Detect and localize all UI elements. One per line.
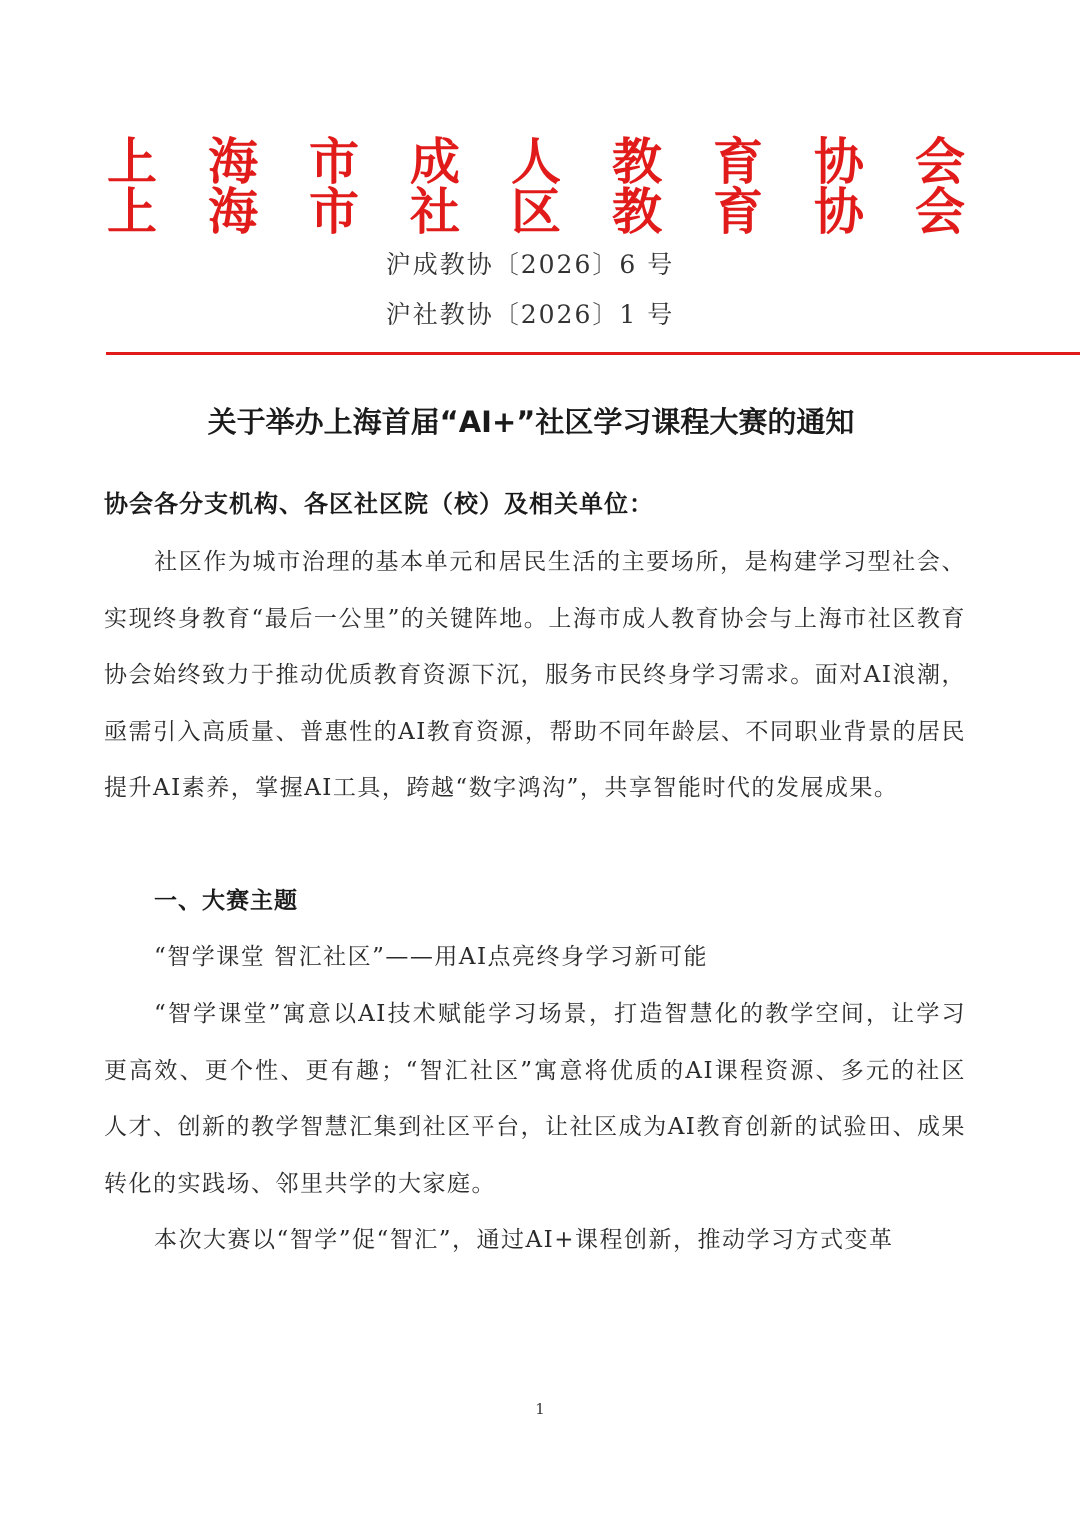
- org-name-char: 协: [814, 132, 864, 191]
- page-number: 1: [535, 1400, 545, 1418]
- body-paragraph-3: [104, 1212, 966, 1269]
- section-heading-1: 一、大赛主题: [154, 887, 298, 914]
- org-name-char: 上: [107, 182, 157, 241]
- org-name-char: 教: [612, 132, 662, 191]
- org-name-char: 成: [410, 132, 460, 191]
- document-number-2: 沪社教协〔2026〕1 号: [385, 300, 675, 329]
- org-name-char: 区: [511, 182, 561, 241]
- body-paragraph-3-text: 本次大赛以“智学”促“智汇”，通过AI+课程创新，推动学习方式变革: [154, 1227, 894, 1253]
- org-name-char: 海: [208, 182, 258, 241]
- org-name-char: 社: [410, 182, 460, 241]
- org-name-char: 会: [915, 132, 965, 191]
- org-name-char: 育: [713, 132, 763, 191]
- org-name-char: 海: [208, 132, 258, 191]
- org-name-char: 市: [309, 132, 359, 191]
- body-paragraph-1: [104, 534, 966, 817]
- document-number-1: 沪成教协〔2026〕6 号: [385, 250, 675, 279]
- org-name-char: 教: [612, 182, 662, 241]
- theme-line: [104, 929, 966, 986]
- body-paragraph-2: [104, 986, 966, 1212]
- org-name-char: 协: [814, 182, 864, 241]
- org-name-char: 会: [915, 182, 965, 241]
- document-title: 关于举办上海首届“AI+”社区学习课程大赛的通知: [207, 405, 855, 439]
- org-name-char: 人: [511, 132, 561, 191]
- body-paragraph-2-text: “智学课堂”寓意以AI技术赋能学习场景，打造智慧化的教学空间，让学习更高效、更个性、更有趣；“智汇社区”寓意将优质的AI课程资源、多元的社区人才、创新的教学智慧汇集到社区平台，让社区成为AI教育创新的试验田、成果转化的实践场、邻里共学的大家庭。: [104, 1001, 966, 1197]
- theme-line-text: “智学课堂 智汇社区”——用AI点亮终身学习新可能: [154, 944, 709, 970]
- red-header-divider: [106, 352, 1080, 355]
- body-paragraph-1-text: 社区作为城市治理的基本单元和居民生活的主要场所，是构建学习型社会、实现终身教育“最后一公里”的关键阵地。上海市成人教育协会与上海市社区教育协会始终致力于推动优质教育资源下沉，服务市民终身学习需求。面对AI浪潮，亟需引入高质量、普惠性的AI教育资源，帮助不同年龄层、不同职业背景的居民提升AI素养，掌握AI工具，跨越“数字鸿沟”，共享智能时代的发展成果。: [104, 549, 966, 801]
- salutation: 协会各分支机构、各区社区院（校）及相关单位：: [104, 489, 654, 518]
- org-name-char: 市: [309, 182, 359, 241]
- org-name-char: 育: [713, 182, 763, 241]
- org-name-char: 上: [107, 132, 157, 191]
- org-name-line-1: [0, 132, 1080, 191]
- org-name-line-2: [0, 182, 1080, 241]
